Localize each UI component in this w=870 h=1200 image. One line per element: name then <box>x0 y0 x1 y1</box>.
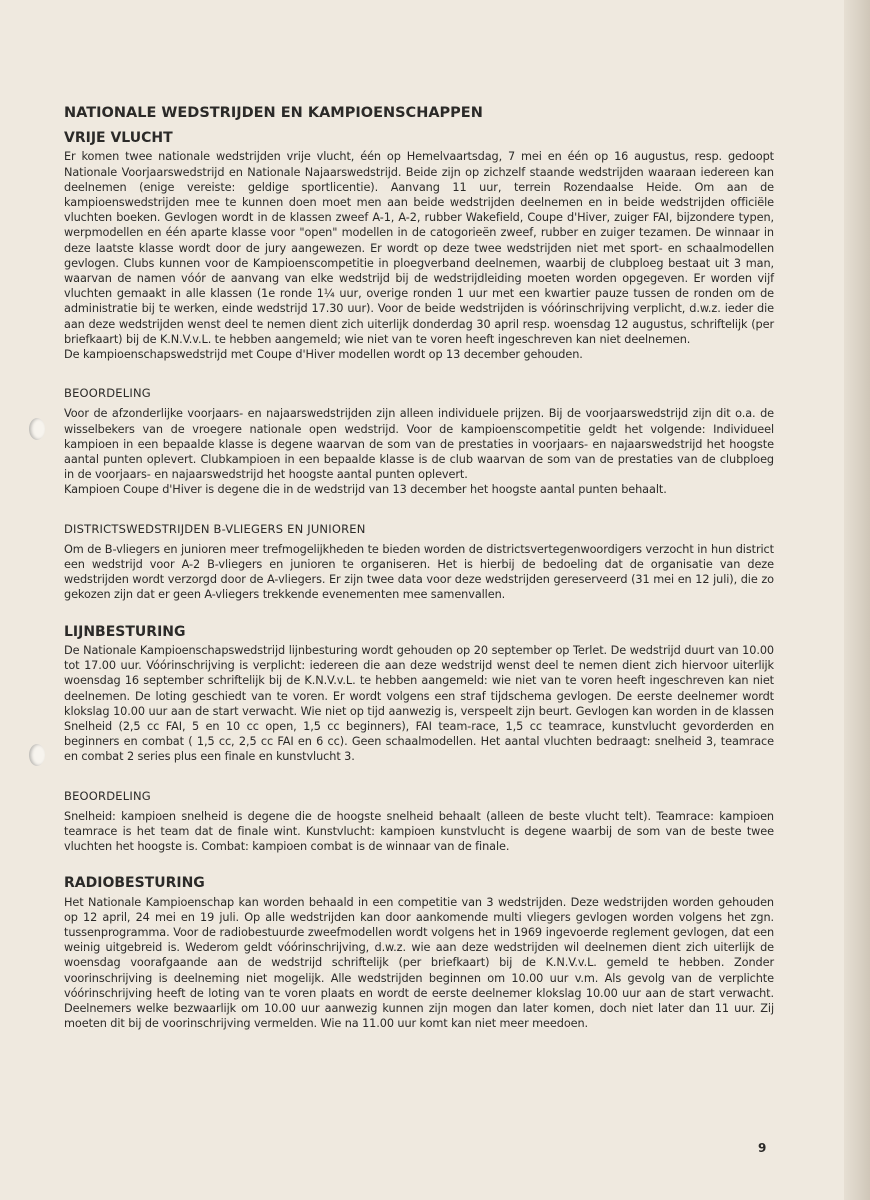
beoordeling-vv-body-2: Kampioen Coupe d'Hiver is degene die in de wedstrijd van 13 december het hoogste aantal punten behaalt. <box>64 483 667 497</box>
punch-hole-top <box>29 418 45 440</box>
beoordeling-lb-body: Snelheid: kampioen snelheid is degene die de hoogste snelheid behaalt (alleen de beste vlucht telt). Teamrace: kampioen teamrace is het team dat de finale wint. Kunstvlucht: kampioen kunstvlucht is degene waarbij de som van de beste twee vluchten het hoogste is. Combat: kampioen combat is de winnaar van de finale. <box>64 809 774 854</box>
beoordeling-vv-body: Voor de afzonderlijke voorjaars- en najaarswedstrijden zijn alleen individuele prijzen. Bij de voorjaarswedstrijd zijn dit o.a. de wisselbekers van de vroegere nationale open wedstrijd. Voor de kampioenscompetitie geldt het volgende: Individueel kampioen in een bepaalde klasse is degene waarvan de som van de prestaties in voorjaars- en najaarswedstrijd het hoogste aantal punten oplevert. Clubkampioen in een bepaalde klasse is de club waarvan de som van de prestaties van de clubploeg in de voorjaars- en najaarswedstrijd het hoogste aantal punten oplevert. <box>64 407 774 482</box>
punch-hole-bottom <box>29 744 45 766</box>
beoordeling-lb-heading: BEOORDELING <box>64 788 151 803</box>
section-lijnbesturing <box>64 625 774 765</box>
section-beoordeling-vrije-vlucht <box>64 386 774 497</box>
beoordeling-vv-heading: BEOORDELING <box>64 386 151 401</box>
lijnbesturing-heading: LIJNBESTURING <box>64 623 186 640</box>
districts-body: Om de B-vliegers en junioren meer trefmogelijkheden te bieden worden de districtsvertegenwoordigers verzocht in hun district een wedstrijd voor A-2 B-vliegers en junioren te organiseren. Het is hierbij de bedoeling dat de organisatie van deze wedstrijden wordt verzorgd door de A-vliegers. Er zijn twee data voor deze wedstrijden gereserveerd (31 mei en 12 juli), die zo gekozen zijn dat er geen A-vliegers trekkende evenementen mee samenvallen. <box>64 542 774 602</box>
paper-edge <box>844 0 870 1200</box>
section-districtswedstrijden <box>64 522 774 603</box>
main-title: NATIONALE WEDSTRIJDEN EN KAMPIOENSCHAPPEN <box>64 105 483 121</box>
section-radiobesturing <box>64 876 774 1031</box>
vrije-vlucht-body: Er komen twee nationale wedstrijden vrije vlucht, één op Hemelvaartsdag, 7 mei en één op 16 augustus, resp. gedoopt Nationale Voorjaarswedstrijd en Nationale Najaarswedstrijd. Beide zijn op zichzelf staande wedstrijden waaraan iedereen kan deelnemen (enige vereiste: geldige sportlicentie). Aanvang 11 uur, terrein Rozendaalse Heide. Om aan de kampioenswedstrijden mee te kunnen doen moet men aan beide wedstrijden deelnemen en in beide wedstrijden officiële vluchten boeken. Gevlogen wordt in de klassen zweef A-1, A-2, rubber Wakefield, Coupe d'Hiver, zuiger FAI, bijzondere typen, werpmodellen en één aparte klasse voor "open" modellen in de catogorieën zweef, rubber en zuiger tezamen. De winnaar in deze laatste klasse wordt door de jury aangewezen. Er wordt op deze twee wedstrijden niet met sport- en schaalmodellen gevlogen. Clubs kunnen voor de Kampioenscompetitie in ploegverband deelnemen, waarbij de clubploeg bestaat uit 3 man, waarvan de namen vóór de aanvang van elke wedstrijd bij de wedstrijdleiding moeten worden opgegeven. Er worden vijf vluchten gemaakt in alle klassen (1e ronde 1¼ uur, overige ronden 1 uur met een kwartier pauze tussen de ronden om de administratie bij te werken, einde wedstrijd 17.30 uur). Voor de beide wedstrijden is vóórinschrijving verplicht, d.w.z. ieder die aan deze wedstrijden wenst deel te nemen dient zich uiterlijk donderdag 30 april resp. woensdag 12 augustus, schriftelijk (per briefkaart) bij de K.N.V.v.L. te hebben aangemeld; wie niet van te voren heeft ingeschreven kan niet deelnemen. <box>64 150 774 346</box>
radiobesturing-body: Het Nationale Kampioenschap kan worden behaald in een competitie van 3 wedstrijden. Deze wedstrijden worden gehouden op 12 april, 24 mei en 19 juli. Op alle wedstrijden kan door aankomende multi vliegers gevlogen worden volgens het zgn. tussenprogramma. Voor de radiobestuurde zweefmodellen wordt volgens het in 1969 ingevoerde reglement gevlogen, dat een weinig uitgebreid is. Wederom geldt vóórinschrijving, d.w.z. wie aan deze wedstrijden wil deelnemen dient zich uiterlijk de woensdag voorafgaande aan de wedstrijd schriftelijk (per briefkaart) bij de K.N.V.v.L. gemeld te hebben. Zonder voorinschrijving is deelneming niet mogelijk. Alle wedstrijden beginnen om 10.00 uur v.m. Als gevolg van de verplichte vóórinschrijving heeft de loting van te voren plaats en wordt de eerste deelnemer klokslag 10.00 uur aan de start verwacht. Deelnemers welke bezwaarlijk om 10.00 uur aanwezig kunnen zijn mogen dan later komen, doch niet later dan 11 uur. Zij moeten dit bij de voorinschrijving vermelden. Wie na 11.00 uur komt kan niet meer meedoen. <box>64 895 774 1031</box>
vrije-vlucht-heading: VRIJE VLUCHT <box>64 130 173 147</box>
section-vrije-vlucht <box>64 131 774 362</box>
districts-heading: DISTRICTSWEDSTRIJDEN B-VLIEGERS EN JUNIOREN <box>64 521 366 536</box>
radiobesturing-heading: RADIOBESTURING <box>64 875 205 892</box>
vrije-vlucht-body-2: De kampioenschapswedstrijd met Coupe d'Hiver modellen wordt op 13 december gehouden. <box>64 348 583 362</box>
lijnbesturing-body: De Nationale Kampioenschapswedstrijd lijnbesturing wordt gehouden op 20 september op Terlet. De wedstrijd duurt van 10.00 tot 17.00 uur. Vóórinschrijving is verplicht: iedereen die aan deze wedstrijd wenst deel te nemen dient zich hiervoor uiterlijk woensdag 16 september schriftelijk bij de K.N.V.v.L. te hebben aangemeld: wie niet van te voren heeft ingeschreven kan niet deelnemen. De loting geschiedt van te voren. Er wordt volgens een straf tijdschema gevlogen. De eerste deelnemer wordt klokslag 10.00 uur aan de start verwacht. Wie niet op tijd aanwezig is, verspeelt zijn beurt. Gevlogen kan worden in de klassen Snelheid (2,5 cc FAI, 5 en 10 cc open, 1,5 cc beginners), FAI team-race, 1,5 cc teamrace, kunstvlucht gevorderden en beginners en combat ( 1,5 cc, 2,5 cc FAI en 6 cc). Geen schaalmodellen. Het aantal vluchten bedraagt: snelheid 3, teamrace en combat 2 series plus een finale en kunstvlucht 3. <box>64 643 774 764</box>
page-content <box>64 106 774 1031</box>
page-number: 9 <box>758 1141 767 1155</box>
section-beoordeling-lijnbesturing <box>64 789 774 855</box>
